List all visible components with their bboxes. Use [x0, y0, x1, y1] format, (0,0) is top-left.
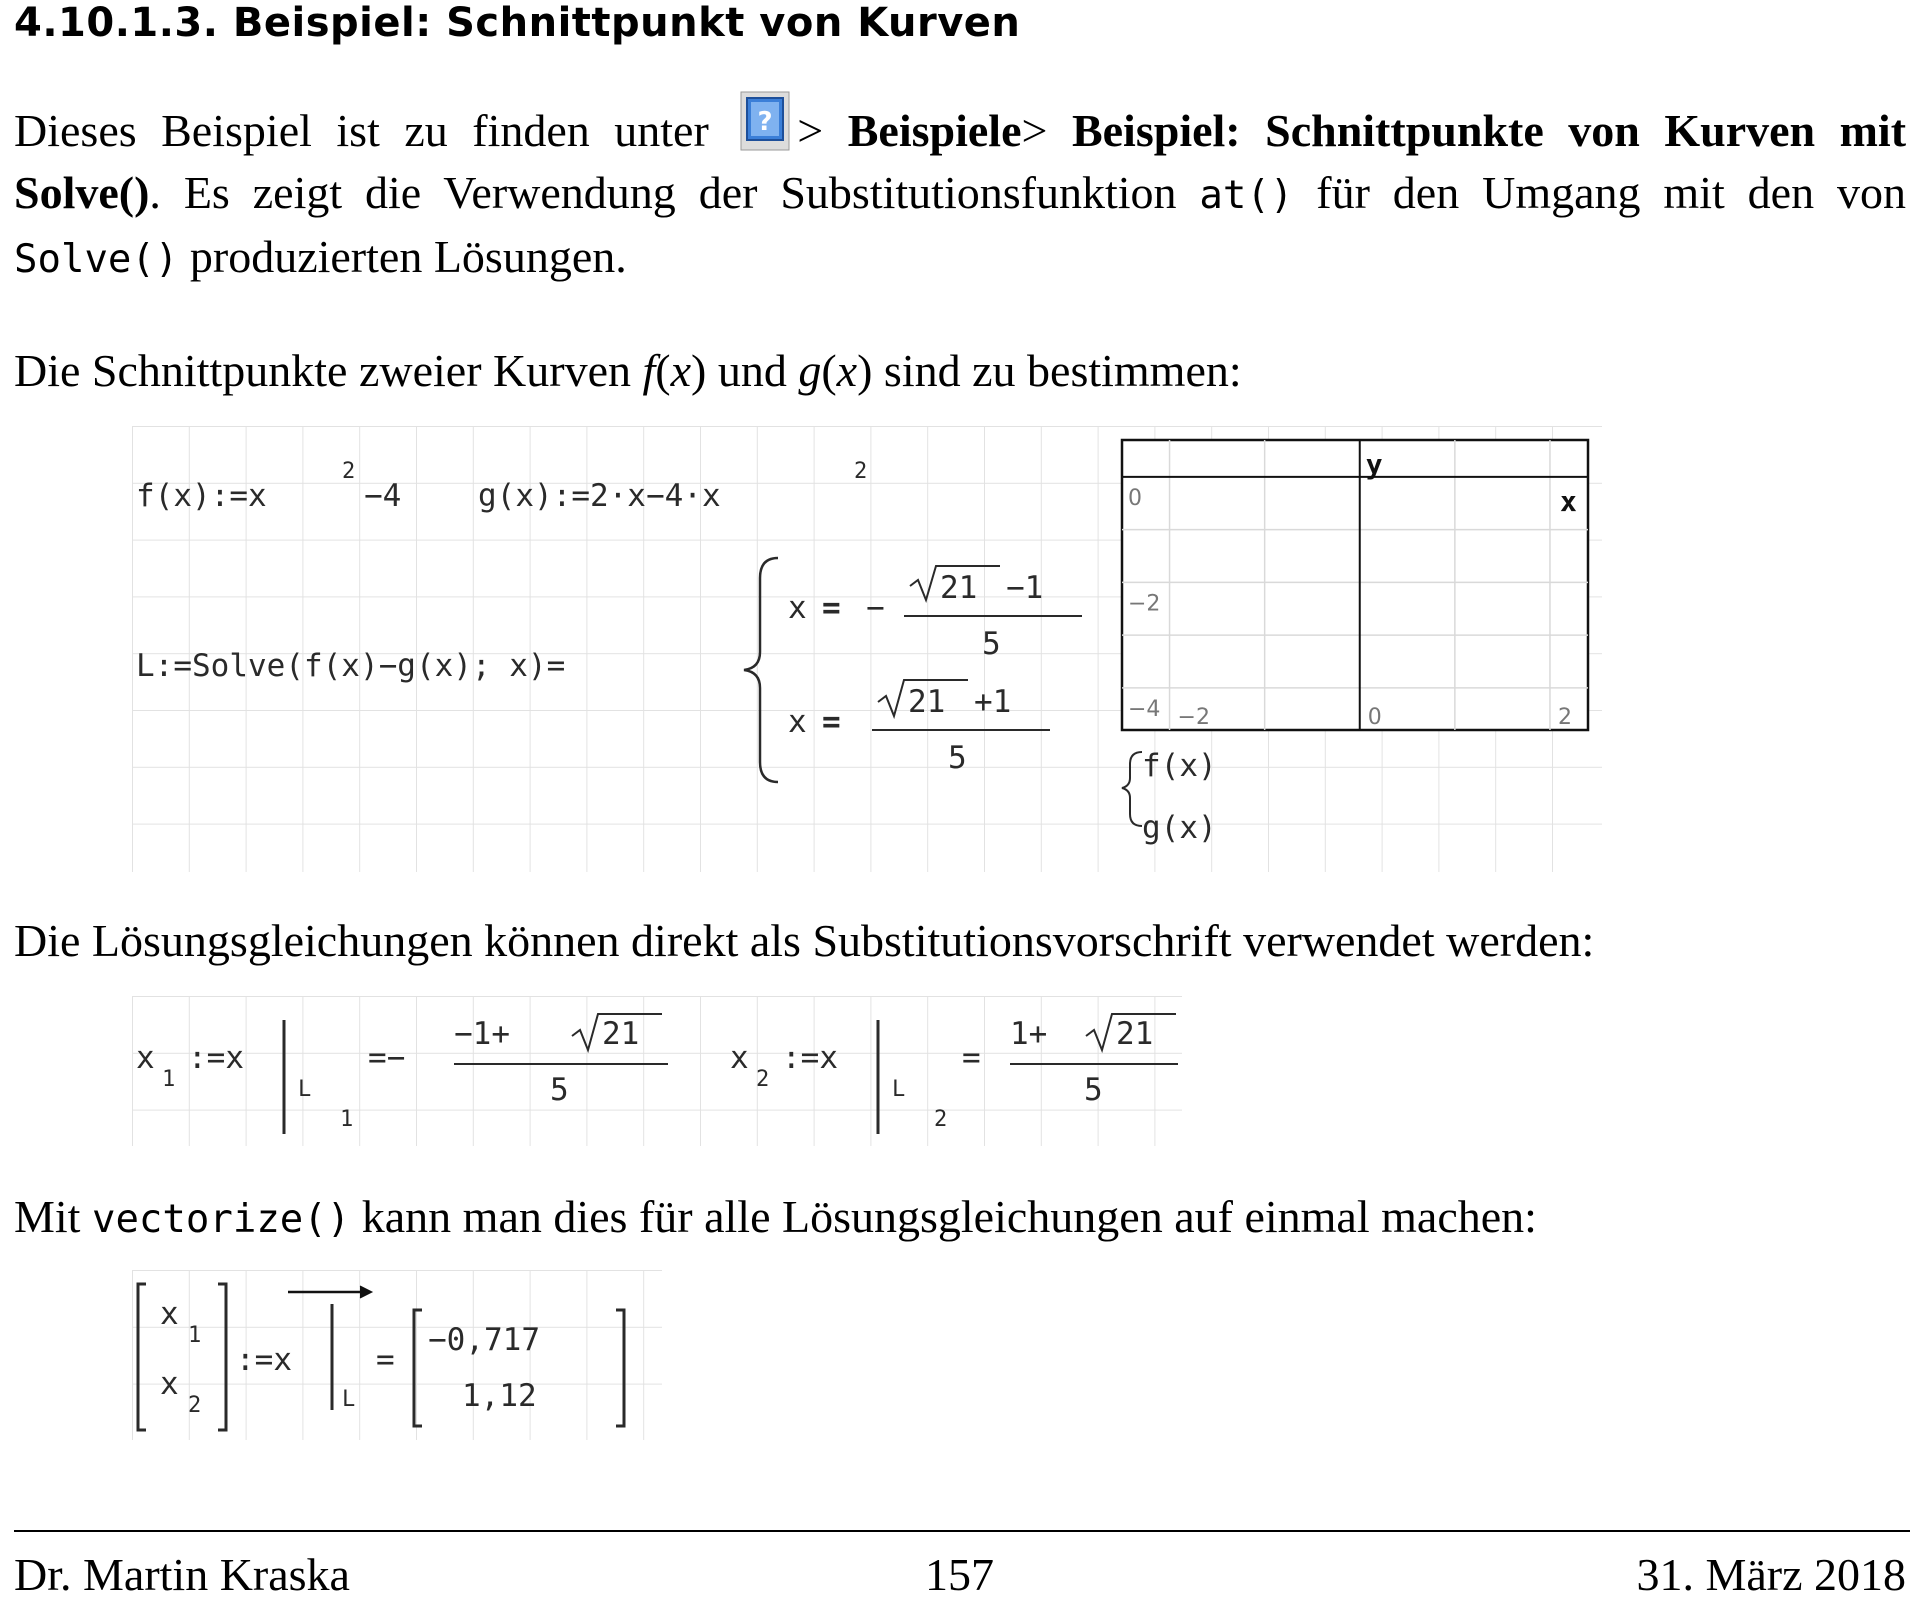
code-vectorize: vectorize(): [91, 1197, 351, 1242]
vec-x2-sub: 2: [188, 1393, 202, 1418]
vec-x1: x: [160, 1296, 179, 1332]
plot-frame: [1122, 440, 1588, 730]
path-separator: >: [1021, 105, 1048, 156]
y-tick-label: 0: [1128, 485, 1142, 511]
sol2-root: 21: [908, 684, 946, 720]
res2-den: 5: [1084, 1072, 1103, 1108]
worksheet-vectorize: [132, 1270, 662, 1440]
worksheet-substitution: [132, 996, 1182, 1146]
res1-den: 5: [550, 1072, 569, 1108]
eq-op: =: [376, 1342, 395, 1378]
help-book-icon: [739, 90, 791, 152]
sol1-den: 5: [982, 626, 1001, 662]
sol2-den: 5: [948, 740, 967, 776]
legend-f: f(x): [1142, 748, 1217, 784]
L-index: 1: [340, 1107, 354, 1132]
var-x: x: [670, 345, 692, 396]
L-index: 2: [934, 1107, 948, 1132]
var-x: x: [836, 345, 858, 396]
solve-expression: L:=Solve(f(x)−g(x); x)=: [136, 648, 566, 684]
L-sub: L: [892, 1077, 906, 1102]
footer-page-number: 157: [925, 1549, 994, 1600]
x-tick-label: 0: [1367, 705, 1382, 730]
menu-path-beispiele: Beispiele: [847, 105, 1022, 156]
def-f-tail: −4: [364, 478, 402, 514]
vec-x1-sub: 1: [188, 1323, 202, 1348]
substitution-paragraph: [14, 910, 1906, 971]
res2-eq: =: [962, 1040, 981, 1076]
intro-text-2: . Es zeigt die Verwendung der Substitutionsfunktion: [149, 167, 1177, 218]
res1-num: −1+: [454, 1016, 510, 1052]
sol1-num-tail: −1: [1006, 570, 1044, 606]
substitution-text: Die Lösungsgleichungen können direkt als Substitutionsvorschrift verwendet werden:: [14, 915, 1595, 966]
footer-author: Dr. Martin Kraska: [14, 1549, 350, 1600]
intro-paragraph: [14, 100, 1906, 290]
def-g-exponent: 2: [854, 459, 868, 484]
vectorize-text-1: Mit: [14, 1191, 81, 1242]
intro2-text-2: und: [717, 345, 787, 396]
sol2-eq: =: [822, 704, 841, 740]
res1-eq: =−: [368, 1040, 406, 1076]
assign-op: :=x: [236, 1342, 292, 1378]
vectorize-text-2: kann man dies für alle Lösungsgleichungen auf einmal machen:: [361, 1191, 1537, 1242]
sol1-root: 21: [940, 570, 978, 606]
x2-var: x: [730, 1040, 749, 1076]
sol1-sign: −: [866, 590, 885, 626]
sol2-num-tail: +1: [974, 684, 1012, 720]
x-tick-label: 2: [1557, 705, 1572, 730]
intro-text-4: produzierten Lösungen.: [189, 231, 627, 282]
sol1-lhs: x: [788, 590, 807, 626]
legend-g: g(x): [1142, 810, 1217, 846]
intro-paragraph-2: Die Schnittpunkte zweier Kurven f(x) und g(x) sind zu bestimmen:: [14, 345, 1242, 396]
def-f-exponent: 2: [342, 459, 356, 484]
y-axis-label: y: [1365, 448, 1383, 481]
intro-text-3: für den Umgang mit den von: [1316, 167, 1907, 218]
y-tick-label: −4: [1128, 696, 1161, 722]
intro-text-1: Dieses Beispiel ist zu finden unter: [14, 105, 709, 156]
L-sub: L: [298, 1077, 312, 1102]
vectorize-paragraph: [14, 1186, 1906, 1250]
menu-path-example: Beispiel: Schnittpunkte von Kurven mit Solve(): [14, 105, 1907, 218]
x2-sub: 2: [756, 1067, 770, 1092]
result-2: 1,12: [462, 1378, 537, 1414]
sol1-eq: =: [822, 590, 841, 626]
function-g: g: [798, 345, 822, 396]
footer-rule: [14, 1530, 1910, 1532]
function-f: f: [642, 345, 656, 396]
res1-root: 21: [602, 1016, 640, 1052]
path-separator: >: [797, 105, 824, 156]
assign-op: :=x: [782, 1040, 838, 1076]
res2-num: 1+: [1010, 1016, 1048, 1052]
intro2-text-3: sind zu bestimmen:: [883, 345, 1242, 396]
sol2-lhs: x: [788, 704, 807, 740]
x1-sub: 1: [162, 1067, 176, 1092]
code-at: at(): [1199, 173, 1294, 218]
def-f: f(x):=x: [136, 478, 267, 514]
footer-date: 31. März 2018: [1636, 1549, 1906, 1600]
worksheet-solve: [132, 426, 1602, 872]
code-solve: Solve(): [14, 237, 179, 282]
res2-root: 21: [1116, 1016, 1154, 1052]
x-tick-label: −2: [1177, 705, 1210, 730]
result-1: −0,717: [428, 1322, 540, 1358]
vec-x2: x: [160, 1366, 179, 1402]
x1-var: x: [136, 1040, 155, 1076]
L-sub: L: [342, 1387, 356, 1412]
section-heading: 4.10.1.3. Beispiel: Schnittpunkt von Kurven: [14, 0, 1021, 46]
def-g: g(x):=2·x−4·x: [478, 478, 721, 514]
svg-text:?: ?: [757, 107, 773, 137]
assign-op: :=x: [188, 1040, 244, 1076]
intro2-text-1: Die Schnittpunkte zweier Kurven: [14, 345, 631, 396]
y-tick-label: −2: [1128, 591, 1161, 617]
x-axis-label: x: [1560, 484, 1577, 518]
